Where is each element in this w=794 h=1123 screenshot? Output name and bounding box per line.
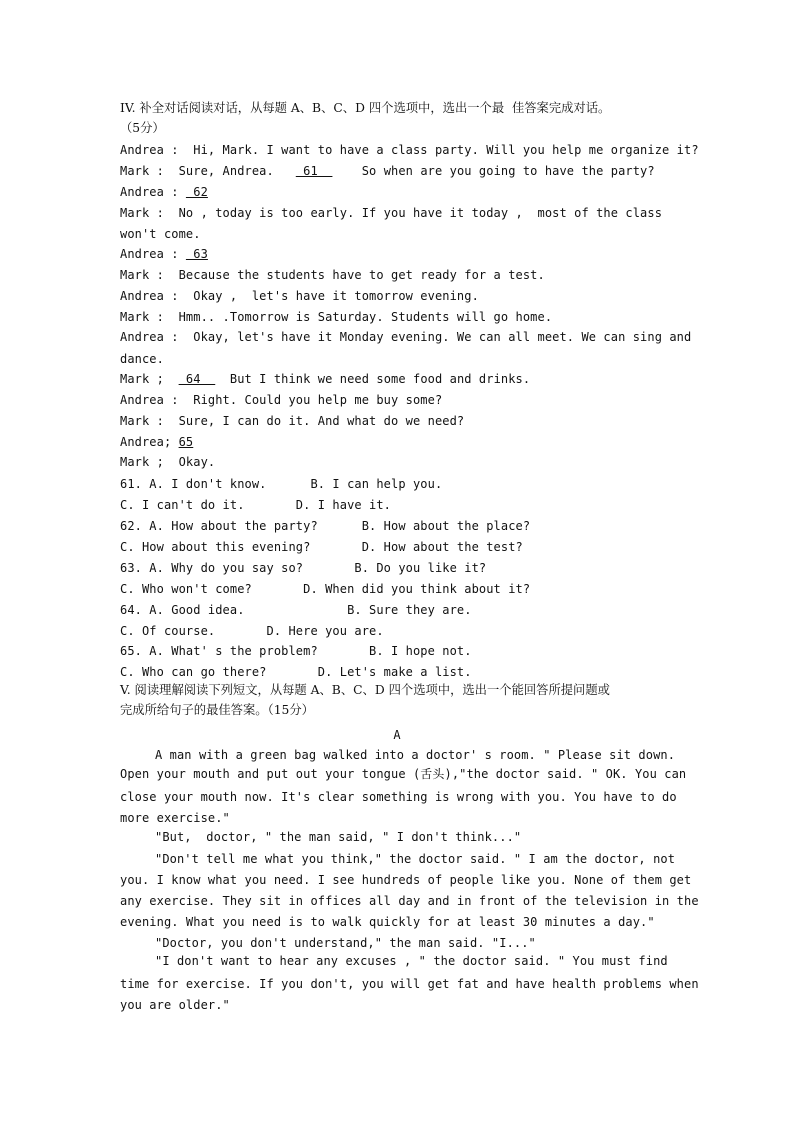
passage-line: more exercise.": [120, 811, 230, 825]
passage-line: A man with a green bag walked into a doctor' s room. " Please sit down.: [155, 748, 676, 762]
passage-line: "Don't tell me what you think," the doctor said. " I am the doctor, not: [155, 852, 676, 866]
blank-64: 64: [178, 372, 216, 386]
passage-line: Open your mouth and put out your tongue (舌头),"the doctor said. " OK. You can: [120, 767, 687, 781]
option-line: 64. A. Good idea. B. Sure they are.: [120, 603, 472, 617]
dialogue-line: Mark : Sure, Andrea. 61 So when are you going to have the party?: [120, 164, 655, 178]
passage-line: evening. What you need is to walk quickly for at least 30 minutes a day.": [120, 915, 655, 929]
section-5-heading: V. 阅读理解阅读下列短文，从每题 A、B、C、D 四个选项中，选出一个能回答所提问题或: [120, 683, 610, 697]
passage-line: close your mouth now. It's clear something is wrong with you. You have to do: [120, 790, 677, 804]
option-line: C. Who won't come? D. When did you think about it?: [120, 582, 531, 596]
blank-61: 61: [295, 164, 333, 178]
option-line: C. I can't do it. D. I have it.: [120, 498, 392, 512]
dialogue-line: Mark ; 64 But I think we need some food and drinks.: [120, 372, 531, 386]
section-4-points: （5分）: [120, 121, 165, 135]
passage-line: you. I know what you need. I see hundreds of people like you. None of them get: [120, 873, 692, 887]
passage-line: time for exercise. If you don't, you will get fat and have health problems when: [120, 977, 699, 991]
dialogue-line: Mark : Sure, I can do it. And what do we need?: [120, 414, 465, 428]
dialogue-line: Andrea : Okay, let's have it Monday evening. We can all meet. We can sing and: [120, 330, 692, 344]
option-line: C. How about this evening? D. How about the test?: [120, 540, 523, 554]
dialogue-line: won't come.: [120, 227, 201, 241]
dialogue-line: Andrea : 63: [120, 247, 208, 261]
passage-line: "But, doctor, " the man said, " I don't think...": [155, 830, 522, 844]
dialogue-line: Mark : Because the students have to get ready for a test.: [120, 268, 545, 282]
dialogue-line: Andrea : 62: [120, 185, 208, 199]
dialogue-line: dance.: [120, 352, 164, 366]
dialogue-line: Andrea : Right. Could you help me buy some?: [120, 393, 443, 407]
dialogue-line: Mark : No , today is too early. If you have it today , most of the class: [120, 206, 663, 220]
option-line: 65. A. What' s the problem? B. I hope not.: [120, 644, 472, 658]
passage-line: you are older.": [120, 998, 230, 1012]
dialogue-line: Mark ; Okay.: [120, 455, 216, 469]
option-line: 61. A. I don't know. B. I can help you.: [120, 477, 443, 491]
option-line: 62. A. How about the party? B. How about the place?: [120, 519, 531, 533]
dialogue-line: Andrea; 65: [120, 435, 194, 449]
blank-63: 63: [185, 247, 208, 261]
option-line: C. Who can go there? D. Let's make a list.: [120, 665, 472, 679]
passage-line: any exercise. They sit in offices all day and in front of the television in the: [120, 894, 699, 908]
option-line: C. Of course. D. Here you are.: [120, 624, 384, 638]
section-4-heading: IV. 补全对话阅读对话，从每题 A、B、C、D 四个选项中，选出一个最 佳答案完成对话。: [120, 101, 611, 115]
option-line: 63. A. Why do you say so? B. Do you like it?: [120, 561, 487, 575]
passage-label: A: [393, 728, 401, 742]
blank-65: 65: [178, 435, 194, 449]
dialogue-line: Mark : Hmm.. .Tomorrow is Saturday. Students will go home.: [120, 310, 553, 324]
dialogue-line: Andrea : Hi, Mark. I want to have a class party. Will you help me organize it?: [120, 143, 699, 157]
dialogue-line: Andrea : Okay , let's have it tomorrow evening.: [120, 289, 479, 303]
passage-line: "Doctor, you don't understand," the man said. "I...": [155, 936, 536, 950]
passage-line: "I don't want to hear any excuses , " the doctor said. " You must find: [155, 954, 668, 968]
section-5-heading-cont: 完成所给句子的最佳答案。（15分）: [120, 703, 314, 717]
blank-62: 62: [185, 185, 208, 199]
